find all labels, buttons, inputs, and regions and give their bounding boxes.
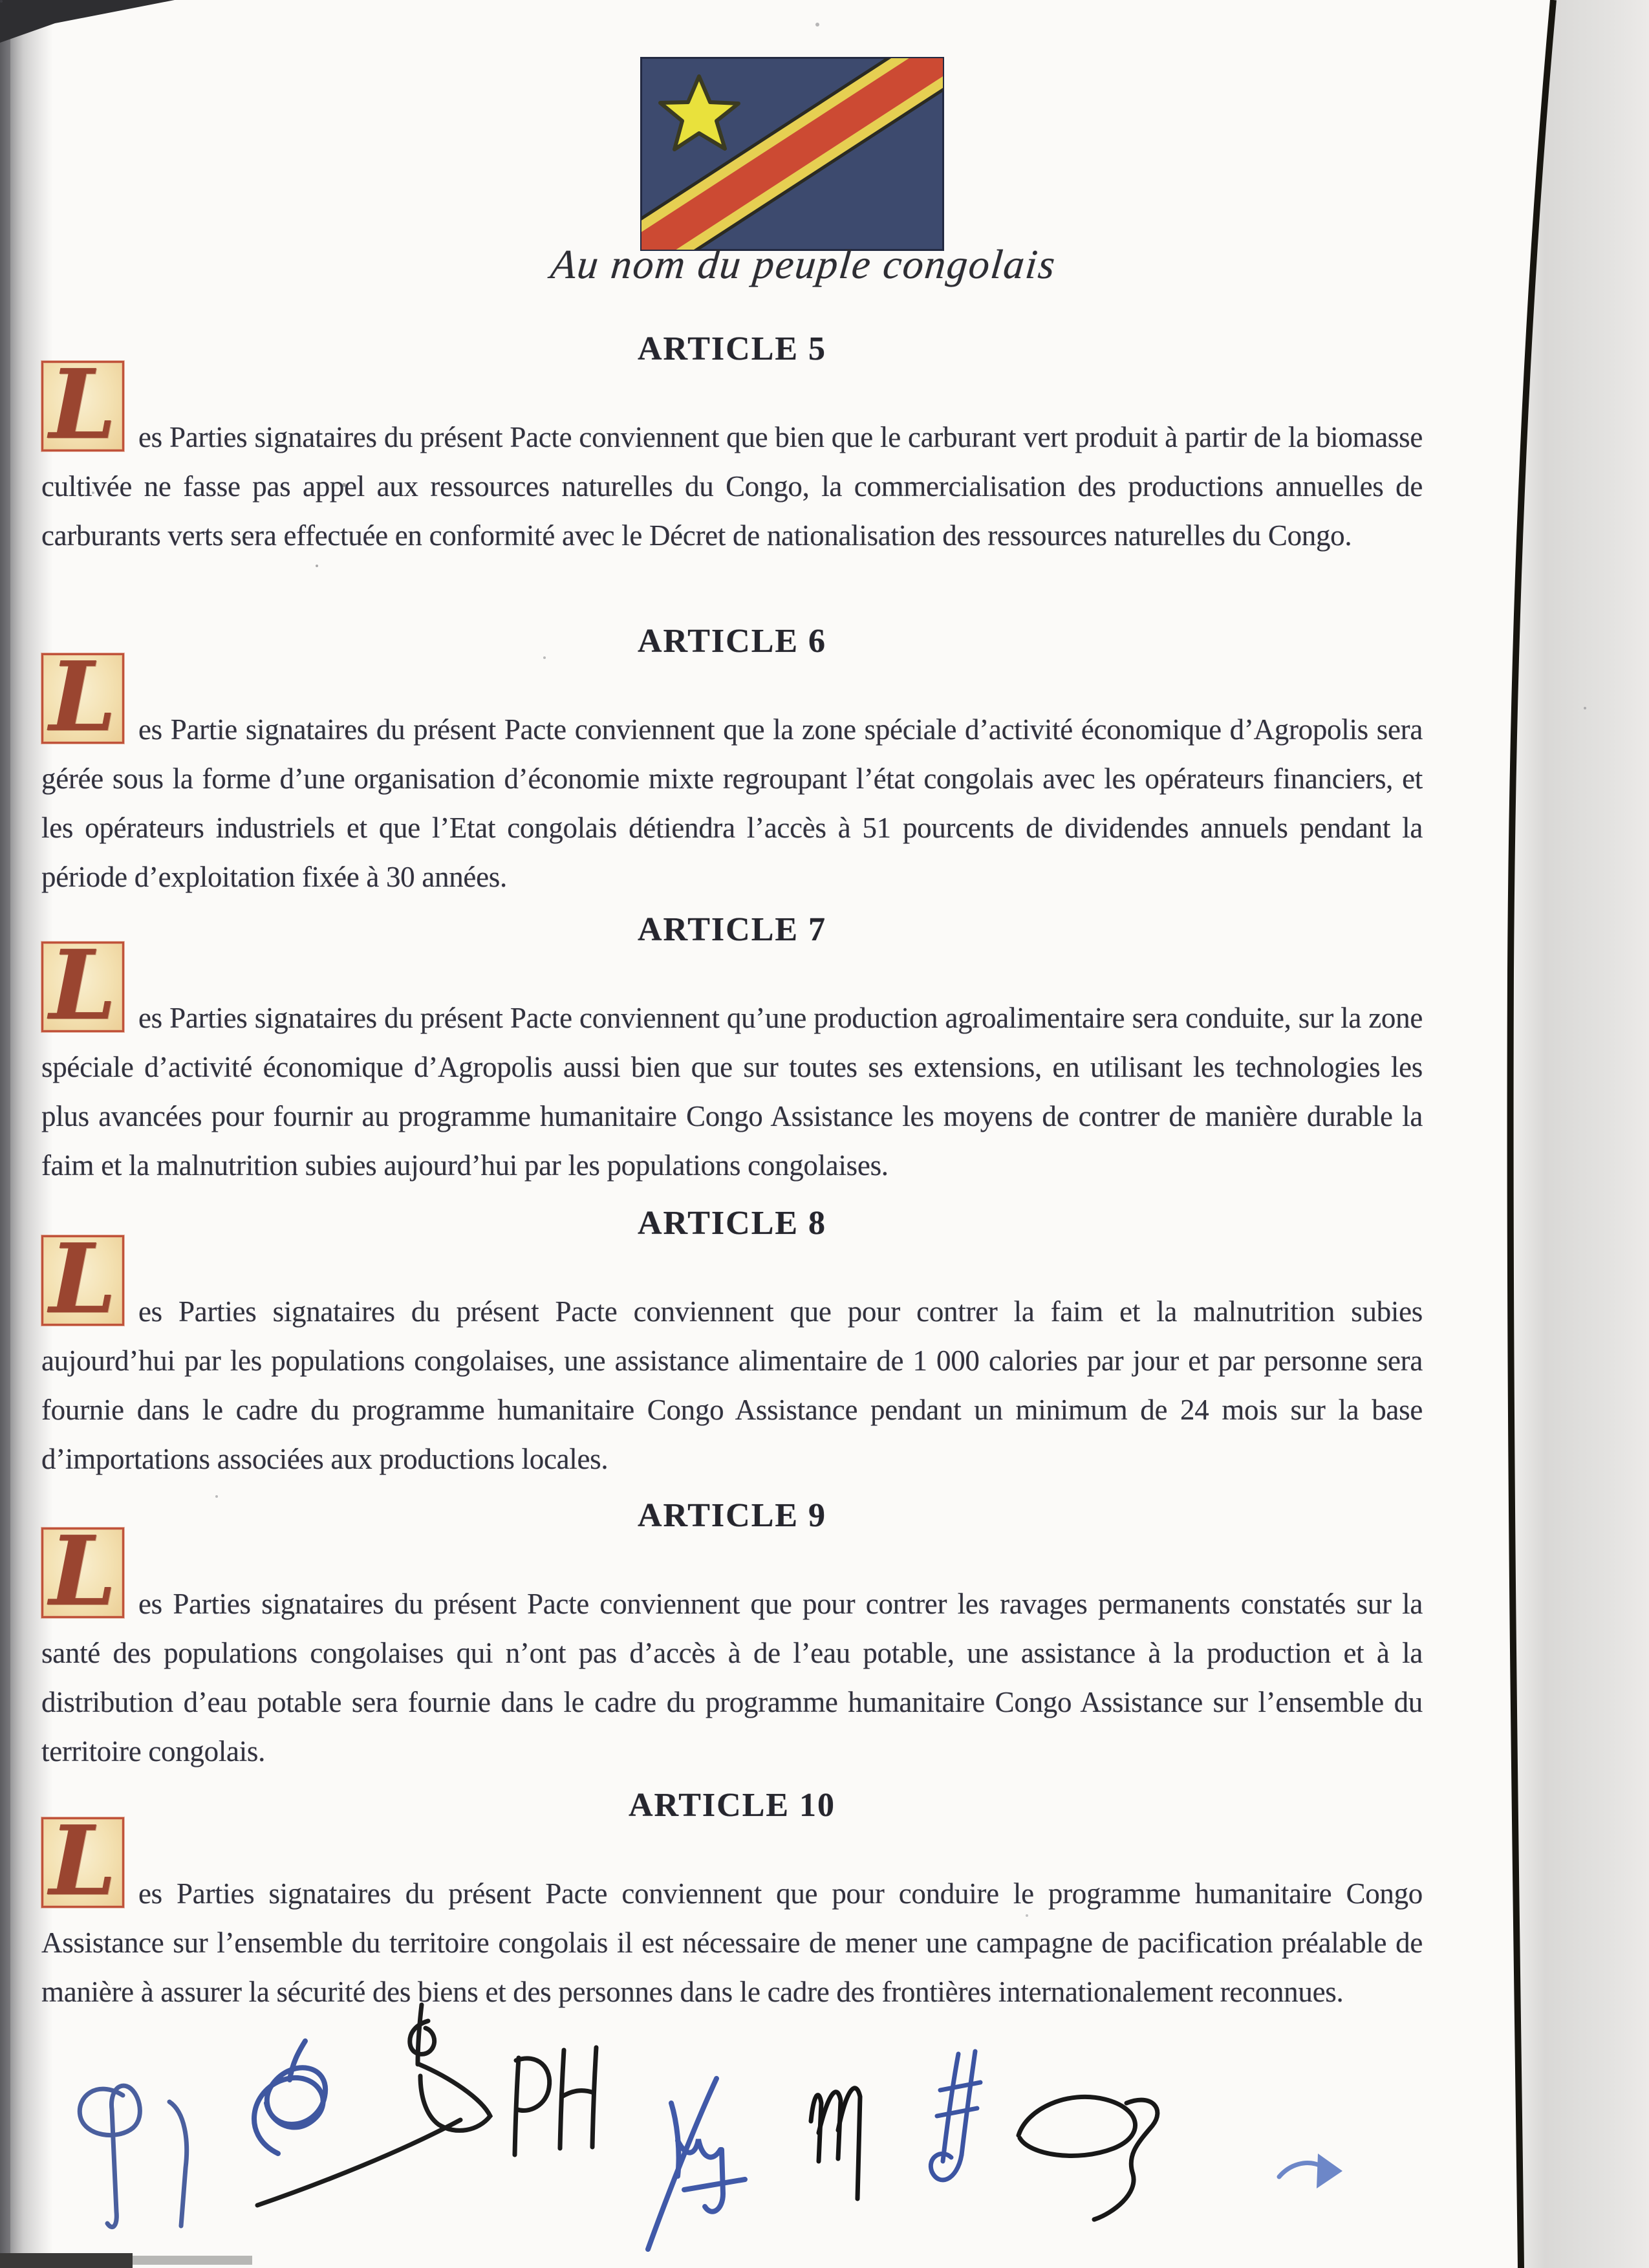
scan-dust <box>0 0 3 3</box>
article-body: es Parties signataires du présent Pacte conviennent que pour contrer la faim et la malnutrition subies aujourd’hui par les populations congolaises, une assistance alimentaire de 1 000 calories par jour et par personne sera fournie dans le cadre du programme humanitaire Congo Assistance pendant un minimum de 24 mois sur la base d’importations associées aux productions locales. <box>41 1295 1423 1475</box>
article-heading: ARTICLE 5 <box>637 330 827 367</box>
article-body: es Parties signataires du présent Pacte conviennent que pour conduire le programme humanitaire Congo Assistance sur l’ensemble du territoire congolais il est nécessaire de mener une campagne de pacification préalable de manière à assurer la sécurité des biens et des personnes dans le cadre des frontières internationalement reconnues. <box>41 1877 1423 2008</box>
article-heading: ARTICLE 9 <box>637 1497 827 1534</box>
arrow-right-icon <box>1279 2154 1342 2188</box>
signature-6 <box>811 2088 860 2199</box>
signature-3 <box>257 2005 490 2205</box>
motto-script: Au nom du peuple congolais <box>548 241 1059 287</box>
illuminated-dropcap: L <box>41 1817 124 1908</box>
illuminated-dropcap: L <box>41 653 124 744</box>
drc-flag <box>640 57 944 251</box>
article-6 <box>41 623 1423 902</box>
illuminated-dropcap: L <box>41 361 124 451</box>
illuminated-dropcap: L <box>41 1235 124 1326</box>
illuminated-dropcap: L <box>41 942 124 1032</box>
article-10 <box>41 1787 1423 2016</box>
article-9 <box>41 1498 1423 1776</box>
article-body: es Parties signataires du présent Pacte conviennent qu’une production agroalimentaire sera conduite, sur la zone spéciale d’activité économique d’Agropolis aussi bien que sur toutes ses extensions, en utilisant les technologies les plus avancées pour fournir au programme humanitaire Congo Assistance les moyens de contrer de manière durable la faim et la malnutrition subies aujourd’hui par les populations congolaises. <box>41 1002 1423 1182</box>
signature-2 <box>254 2041 325 2154</box>
article-body: es Parties signataires du présent Pacte conviennent que bien que le carburant vert produit à partir de la biomasse cultivée ne fasse pas appel aux ressources naturelles du Congo, la commercialisation des productions annuelles de carburants verts sera effectuée en conformité avec le Décret de nationalisation des ressources naturelles du Congo. <box>41 421 1423 552</box>
article-heading: ARTICLE 10 <box>628 1787 836 1824</box>
article-8 <box>41 1205 1423 1484</box>
article-body: es Partie signataires du présent Pacte conviennent que la zone spéciale d’activité économique d’Agropolis sera gérée sous la forme d’une organisation d’économie mixte regroupant l’état congolais avec les opérateurs financiers, et les opérateurs industriels et que l’Etat congolais détiendra l’accès à 51 pourcents de dividendes annuels pendant la période d’exploitation fixée à 30 années. <box>41 713 1423 893</box>
signature-1 <box>80 2086 186 2227</box>
article-heading: ARTICLE 8 <box>637 1205 827 1242</box>
article-heading: ARTICLE 6 <box>637 623 827 660</box>
signature-4 <box>515 2047 596 2155</box>
drc-flag-image <box>640 57 944 251</box>
signature-7 <box>931 2051 980 2180</box>
signature-8 <box>1018 2097 1158 2219</box>
illuminated-dropcap: L <box>41 1528 124 1618</box>
signature-5 <box>648 2079 745 2249</box>
article-heading: ARTICLE 7 <box>637 911 827 948</box>
article-5 <box>41 331 1423 560</box>
article-body: es Parties signataires du présent Pacte conviennent que pour contrer les ravages permanents constatés sur la santé des populations congolaises qui n’ont pas d’accès à de l’eau potable, une assistance à la production et à la distribution d’eau potable sera fournie dans le cadre du programme humanitaire Congo Assistance sur l’ensemble du territoire congolais. <box>41 1588 1423 1767</box>
signatures-block <box>0 1992 1423 2268</box>
article-7 <box>41 912 1423 1190</box>
